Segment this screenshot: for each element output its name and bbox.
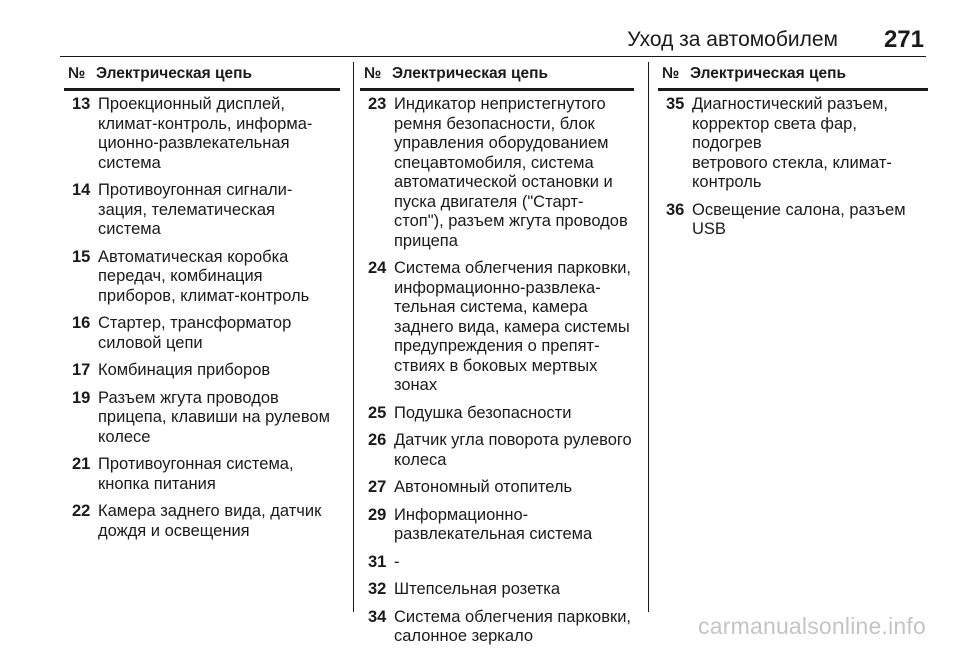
fuse-number: 35 bbox=[666, 95, 685, 113]
circuit-description: Разъем жгута проводов прицепа, клавиши на рулевом колесе bbox=[98, 388, 330, 446]
fuse-number: 26 bbox=[368, 431, 387, 449]
fuse-number: 14 bbox=[72, 181, 91, 199]
header-label: Электрическая цепь bbox=[690, 65, 847, 82]
fuse-number: 24 bbox=[368, 259, 387, 277]
header-number: № bbox=[68, 65, 86, 82]
fuse-number: 31 bbox=[368, 552, 387, 571]
fuse-number: 29 bbox=[368, 505, 387, 524]
circuit-description: Датчик угла поворота рулевого колеса bbox=[394, 431, 632, 469]
table-row bbox=[64, 389, 340, 448]
table-row bbox=[360, 553, 634, 573]
table-row bbox=[360, 259, 634, 396]
circuit-description: Автоматическая коробка передач, комбинация приборов, климат-контроль bbox=[98, 247, 310, 305]
fuse-number: 34 bbox=[368, 607, 387, 626]
table-row bbox=[658, 95, 928, 193]
circuit-description: Комбинация приборов bbox=[98, 361, 271, 379]
fuse-number: 23 bbox=[368, 95, 387, 113]
header-number: № bbox=[364, 65, 382, 82]
circuit-description: Диагностический разъем, корректор света фар, подогрев ветрового стекла, климат- контроль bbox=[692, 95, 892, 191]
header-number: № bbox=[662, 65, 680, 82]
table-header bbox=[360, 62, 634, 91]
table-row bbox=[360, 608, 634, 647]
fuse-number: 21 bbox=[72, 455, 91, 473]
circuit-description: - bbox=[394, 552, 400, 571]
fuse-table-column-3 bbox=[658, 62, 928, 248]
watermark: carmanualsonline.info bbox=[698, 613, 926, 639]
fuse-list bbox=[360, 95, 634, 647]
column-divider bbox=[353, 62, 354, 612]
fuse-number: 17 bbox=[72, 361, 91, 379]
circuit-description: Система облегчения парковки, информационно-развлека- тельная система, камера заднего вида, камера системы предупреждения о препят- ствиях в боковых мертвых зонах bbox=[394, 259, 632, 394]
fuse-list bbox=[658, 95, 928, 240]
fuse-number: 27 bbox=[368, 478, 387, 496]
table-header bbox=[658, 62, 928, 91]
circuit-description: Штепсельная розетка bbox=[394, 580, 561, 598]
table-row bbox=[360, 431, 634, 470]
fuse-number: 16 bbox=[72, 314, 91, 332]
header-label: Электрическая цепь bbox=[96, 65, 253, 82]
table-row bbox=[658, 201, 928, 240]
table-row bbox=[360, 580, 634, 600]
table-row bbox=[64, 248, 340, 307]
fuse-number: 36 bbox=[666, 200, 685, 219]
table-row bbox=[64, 314, 340, 353]
table-row bbox=[360, 95, 634, 251]
table-row bbox=[64, 455, 340, 494]
fuse-number: 25 bbox=[368, 403, 387, 422]
fuse-number: 22 bbox=[72, 502, 91, 520]
table-row bbox=[64, 95, 340, 173]
table-row bbox=[360, 478, 634, 498]
circuit-description: Проекционный дисплей, климат-контроль, информа- ционно-развлекательная система bbox=[98, 95, 313, 172]
fuse-number: 32 bbox=[368, 580, 387, 598]
fuse-number: 13 bbox=[72, 95, 91, 113]
table-header bbox=[64, 62, 340, 91]
fuse-list bbox=[64, 95, 340, 541]
table-row bbox=[360, 506, 634, 545]
circuit-description: Противоугонная сигнали- зация, телематическая система bbox=[98, 181, 293, 238]
fuse-number: 19 bbox=[72, 388, 91, 407]
circuit-description: Противоугонная система, кнопка питания bbox=[98, 455, 294, 493]
fuse-table-column-2 bbox=[360, 62, 634, 655]
page-header bbox=[60, 24, 926, 57]
table-row bbox=[64, 502, 340, 541]
circuit-description: Подушка безопасности bbox=[394, 403, 572, 422]
table-row bbox=[64, 361, 340, 381]
table-row bbox=[64, 181, 340, 240]
circuit-description: Система облегчения парковки, салонное зеркало bbox=[394, 607, 632, 645]
table-row bbox=[360, 404, 634, 424]
page-title: Уход за автомобилем bbox=[627, 28, 838, 51]
circuit-description: Автономный отопитель bbox=[394, 478, 573, 496]
column-divider bbox=[648, 62, 649, 612]
fuse-table-column-1 bbox=[64, 62, 340, 549]
circuit-description: Информационно- развлекательная система bbox=[394, 505, 593, 543]
page-number: 271 bbox=[883, 26, 924, 53]
circuit-description: Стартер, трансформатор силовой цепи bbox=[98, 314, 292, 352]
fuse-number: 15 bbox=[72, 247, 91, 266]
circuit-description: Освещение салона, разъем USB bbox=[692, 200, 906, 238]
header-label: Электрическая цепь bbox=[392, 65, 549, 82]
circuit-description: Индикатор непристегнутого ремня безопасности, блок управления оборудованием спецавтомобиля, система автоматической остановки и пуска двигателя ("Старт- стоп"), разъем жгута проводов прицепа bbox=[394, 95, 628, 250]
circuit-description: Камера заднего вида, датчик дождя и освещения bbox=[98, 502, 322, 540]
